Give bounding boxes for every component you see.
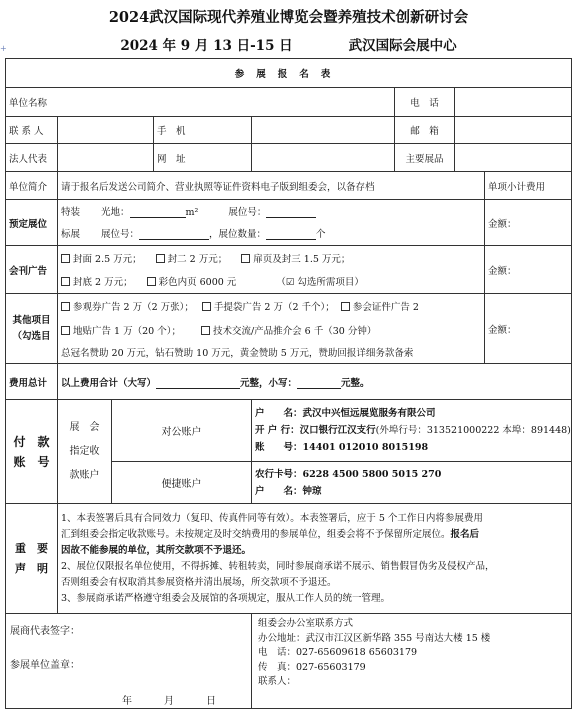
checkbox-icon[interactable] <box>202 302 211 311</box>
corporate-bank-name[interactable]: 汉口银行江汉支行 <box>299 425 376 436</box>
fee-column-header: 单项小计费用 <box>485 172 572 200</box>
notice-p2-line2: 否则组委会有权取消其参展资格并清出展场，所交款项不予退还。 <box>61 576 337 588</box>
company-name-field[interactable] <box>58 88 395 117</box>
legal-rep-label: 法人代表 <box>6 144 58 172</box>
intro-note: 请于报名后发送公司简介、营业执照等证件资料电子版到组委会，以备存档 <box>58 172 485 200</box>
journal-cover-option[interactable]: 封面 2.5 万元； <box>61 254 142 265</box>
form-title: 参展报名表 <box>6 59 572 88</box>
date-day: 日 <box>206 696 216 707</box>
bank-code-note: (外埠行号：313521000222 本埠：891448) <box>375 425 571 436</box>
products-field[interactable] <box>455 144 572 172</box>
contact-field[interactable] <box>58 117 154 144</box>
other-items-row-2 <box>58 318 485 342</box>
floor-ad-option[interactable]: 地贴广告 1 万（20 个）； <box>61 326 181 337</box>
sponsorship-text: 总冠名赞助 20 万元，钻石赞助 10 万元，黄金赞助 5 万元，赞助回报详细务款备索 <box>58 342 485 364</box>
office-contact-info <box>252 614 572 709</box>
office-fax: 传 真：027-65603179 <box>258 661 366 673</box>
bag-ad-option[interactable]: 手提袋广告 2 万（2 千个）； <box>202 302 335 313</box>
website-label: 网 址 <box>154 144 252 172</box>
notice-p1-bold: 报名后 <box>450 528 480 540</box>
journal-cover2-option[interactable]: 封二 2 万元； <box>156 254 228 265</box>
checkbox-icon[interactable] <box>61 277 70 286</box>
contact-label: 联 系 人 <box>6 117 58 144</box>
checkbox-icon[interactable] <box>61 254 70 263</box>
journal-color-page-option[interactable]: 彩色内页 6000 元 <box>147 277 237 288</box>
event-date: 2024 年 9 月 13 日-15 日 <box>120 38 293 54</box>
payment-account-label: 付 款 账 号 <box>6 400 58 504</box>
office-phone: 电 话：027-65609618 65603179 <box>258 647 418 658</box>
tech-seminar-option[interactable]: 技术交流/产品推介会 6 千（30 分钟） <box>201 326 376 337</box>
checkbox-icon[interactable] <box>201 326 210 335</box>
booth-special-row <box>58 200 485 222</box>
notice-p2-line1: 2、展位仅限报名单位使用，不得拆摊、转租转卖，同时参展商承诺不展示、销售假冒伪劣及侵权产品， <box>61 560 495 572</box>
private-account-info: 农行卡号：6228 4500 5800 5015 270 户 名：钟琼 <box>252 462 572 504</box>
email-label: 邮 箱 <box>395 117 455 144</box>
journal-ad-label: 会刊广告 <box>6 246 58 294</box>
total-upper-input[interactable] <box>156 378 240 389</box>
products-label: 主要展品 <box>395 144 455 172</box>
website-field[interactable] <box>252 144 395 172</box>
booth-special-label: 特装 <box>61 206 81 218</box>
booth-standard-no-input[interactable] <box>139 229 209 240</box>
company-name-label: 单位名称 <box>6 88 58 117</box>
checkbox-icon[interactable] <box>61 326 70 335</box>
booth-special-area-label: 光地： <box>101 206 130 218</box>
private-account-label: 便捷账户 <box>112 462 252 504</box>
journal-tick-tip: （☑ 勾选所需项目） <box>276 277 364 289</box>
bank-card-number[interactable]: 6228 4500 5800 5015 270 <box>302 468 442 480</box>
mobile-field[interactable] <box>252 117 395 144</box>
journal-back-cover-option[interactable]: 封底 2 万元； <box>61 277 133 288</box>
checkbox-icon[interactable] <box>156 254 165 263</box>
event-date-venue <box>0 34 577 54</box>
booth-standard-label: 标展 <box>61 229 81 241</box>
designated-account-label: 展 会 指定收 款账户 <box>58 400 112 504</box>
ticket-ad-option[interactable]: 参观券广告 2 万（2 万张）； <box>61 302 194 313</box>
date-year: 年 <box>122 696 132 707</box>
checkbox-icon[interactable] <box>241 254 250 263</box>
notice-p1-line3: 因故不能参展的单位，其所交款项不予退还。 <box>61 544 252 556</box>
page-title: 2024武汉国际现代养殖业博览会暨养殖技术创新研讨会 <box>108 9 469 26</box>
phone-field[interactable] <box>455 88 572 117</box>
notice-text <box>58 504 572 614</box>
mobile-label: 手 机 <box>154 117 252 144</box>
intro-label: 单位简介 <box>6 172 58 200</box>
booth-label: 预定展位 <box>6 200 58 246</box>
email-field[interactable] <box>455 117 572 144</box>
booth-count-input[interactable] <box>266 229 316 240</box>
notice-p3: 3、参展商承诺严格遵守组委会及展馆的各项规定，服从工作人员的统一管理。 <box>61 592 391 604</box>
legal-rep-field[interactable] <box>58 144 154 172</box>
booth-standard-row <box>58 222 485 246</box>
booth-count-unit: 个 <box>316 229 326 241</box>
journal-ad-row-2 <box>58 270 485 294</box>
corporate-account-name[interactable]: 武汉中兴恒远展览服务有限公司 <box>302 408 436 419</box>
checkbox-icon[interactable] <box>61 302 70 311</box>
office-title: 组委会办公室联系方式 <box>258 618 354 629</box>
other-amount-label[interactable]: 金额： <box>485 294 572 364</box>
corporate-account-number[interactable]: 14401 012010 8015198 <box>302 442 429 453</box>
checkbox-icon[interactable] <box>147 277 156 286</box>
booth-area-input[interactable] <box>130 207 186 218</box>
phone-label: 电 话 <box>395 88 455 117</box>
corporate-account-info: 户 名：武汉中兴恒远展览服务有限公司 开 户 行：汉口银行江汉支行(外埠行号：313521000222 本埠：891448) 账 号：14401 012010 8015198 <box>252 400 572 462</box>
notice-label: 重 要 声 明 <box>6 504 58 614</box>
checkbox-icon[interactable] <box>341 302 350 311</box>
journal-title-page-option[interactable]: 扉页及封三 1.5 万元； <box>241 254 350 265</box>
booth-count-label: ，展位数量： <box>209 229 267 241</box>
badge-ad-option[interactable]: 参会证件广告 2 <box>341 302 419 313</box>
rep-signature-label: 展商代表签字： <box>10 626 80 637</box>
office-contact-person: 联系人： <box>258 676 297 687</box>
private-account-name[interactable]: 钟琼 <box>302 485 322 497</box>
notice-p1-line2: 汇到组委会指定收款账号。未按规定及时交纳费用的参展单位，组委会将不予保留所定展位。 <box>61 528 451 540</box>
notice-p1-line1: 1、本表签署后具有合同效力（复印、传真件同等有效）。本表签署后，应于 5 个工作日内将参展费用 <box>61 512 483 524</box>
table-move-handle-icon[interactable]: + <box>0 44 7 53</box>
booth-area-unit: m² <box>185 206 199 218</box>
booth-special-no-label: 展位号： <box>228 206 267 218</box>
registration-form-table <box>5 58 572 709</box>
other-items-label: 其他项目 （勾选目 <box>6 294 58 364</box>
date-month: 月 <box>164 696 174 707</box>
total-lower-input[interactable] <box>297 378 341 389</box>
signature-area <box>6 614 252 709</box>
corporate-account-label: 对公账户 <box>112 400 252 462</box>
total-fee-row: 以上费用合计（大写） 元整，小写： 元整。 <box>58 364 572 400</box>
booth-special-no-input[interactable] <box>266 207 316 218</box>
office-address: 办公地址：武汉市江汉区新华路 355 号南达大楼 15 楼 <box>258 632 491 644</box>
event-venue: 武汉国际会展中心 <box>348 38 457 54</box>
unit-stamp-label: 参展单位盖章： <box>10 660 80 671</box>
booth-standard-no-label: 展位号： <box>101 229 140 241</box>
journal-ad-row-1 <box>58 246 485 270</box>
total-fee-label: 费用总计 <box>6 364 58 400</box>
other-items-row-1 <box>58 294 485 318</box>
booth-amount-label[interactable]: 金额： <box>485 200 572 246</box>
journal-amount-label[interactable]: 金额： <box>485 246 572 294</box>
